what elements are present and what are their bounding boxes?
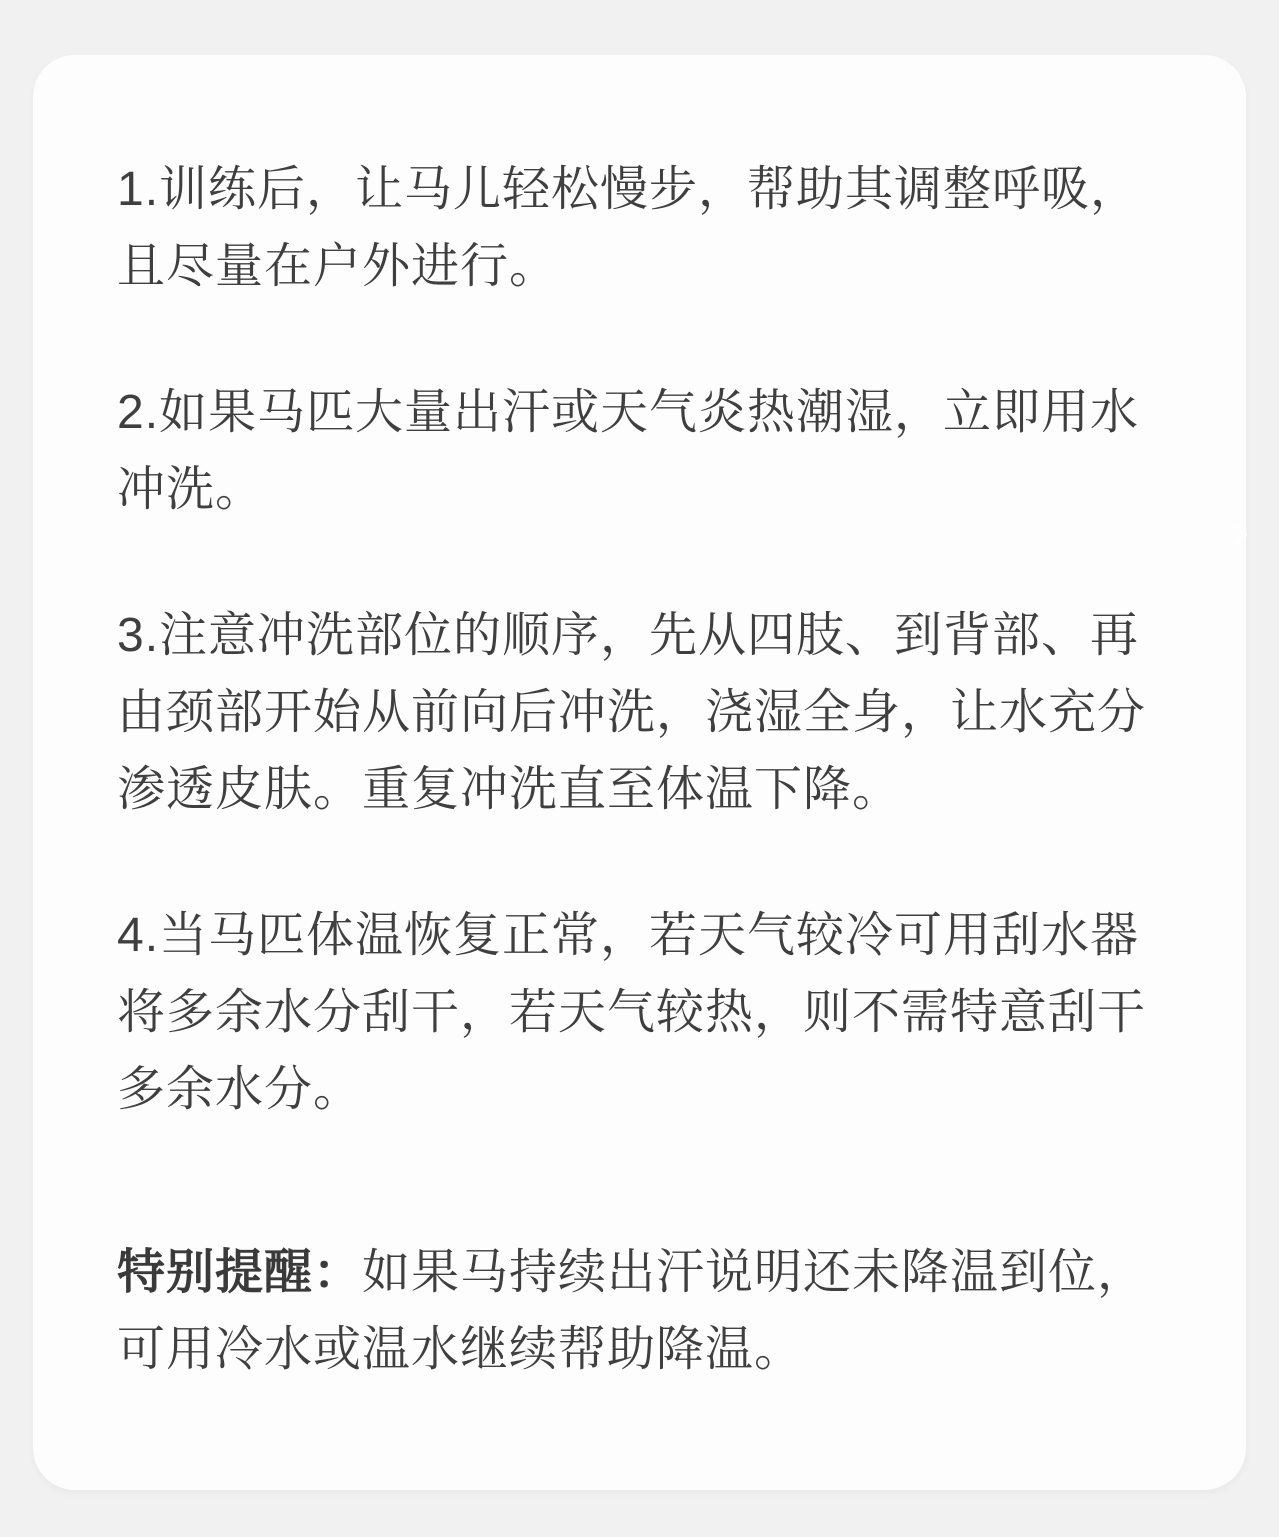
care-step-4: 4.当马匹体温恢复正常，若天气较冷可用刮水器将多余水分刮干，若天气较热，则不需特意刮干多余水分。 (117, 909, 1147, 1116)
special-reminder (117, 1234, 1157, 1388)
care-step-3: 3.注意冲洗部位的顺序，先从四肢、到背部、再由颈部开始从前向后冲洗，浇湿全身，让水充分渗透皮肤。重复冲洗直至体温下降。 (117, 609, 1147, 816)
care-step-2: 2.如果马匹大量出汗或天气炎热潮湿，立即用水冲洗。 (117, 386, 1140, 516)
care-step-1: 1.训练后，让马儿轻松慢步，帮助其调整呼吸，且尽量在户外进行。 (117, 163, 1140, 293)
reminder-label: 特别提醒： (117, 1246, 363, 1299)
content-card (33, 55, 1246, 1490)
card-content (33, 55, 1246, 1388)
next-chevron-icon[interactable]: › (1232, 502, 1250, 560)
reminder-text: 如果马持续出汗说明还未降温到位，可用冷水或温水继续帮助降温。 (117, 1246, 1147, 1376)
